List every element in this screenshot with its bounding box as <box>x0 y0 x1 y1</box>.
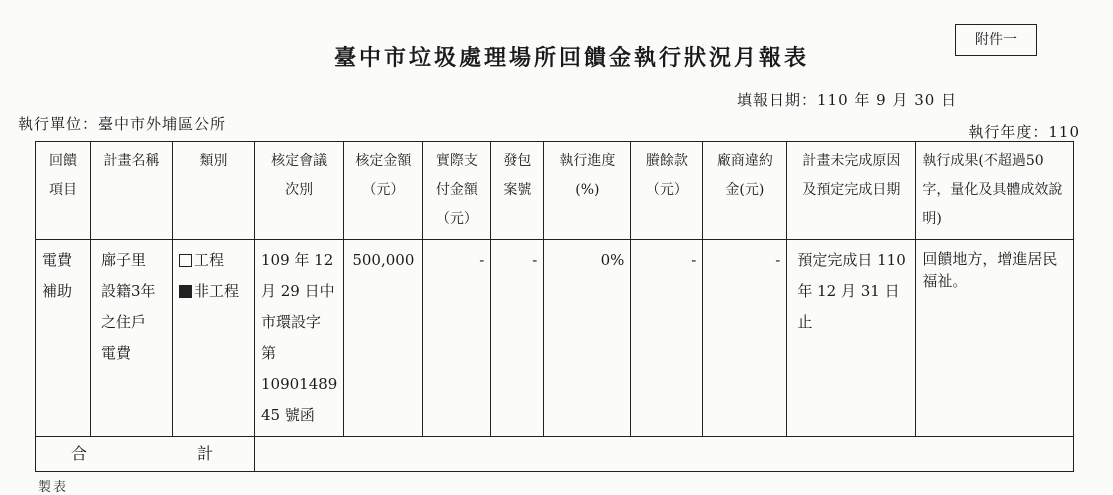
exec-year: 執行年度：110 <box>968 123 1080 141</box>
total-value <box>255 437 1074 472</box>
header-approved-amount: 核定金額 （元） <box>344 142 423 240</box>
cell-reason: 預定完成日 110 年 12 月 31 日止 <box>787 240 916 437</box>
header-meeting: 核定會議 次別 <box>255 142 344 240</box>
total-label: 合 計 <box>36 437 255 472</box>
cell-result: 回饋地方，增進居民福祉。 <box>916 240 1074 437</box>
report-title: 臺中市垃圾處理場所回饋金執行狀況月報表 <box>333 45 809 71</box>
header-item: 回饋 項目 <box>36 142 91 240</box>
checkbox-engineering <box>179 254 192 267</box>
header-case-no: 發包 案號 <box>491 142 544 240</box>
fill-date: 填報日期：110 年 9 月 30 日 <box>737 91 958 109</box>
category-engineering-label: 工程 <box>194 251 225 269</box>
cell-case-no: - <box>491 240 544 437</box>
header-category: 類別 <box>173 142 255 240</box>
header-actual-paid: 實際支 付金額 （元） <box>423 142 491 240</box>
category-non-engineering-label: 非工程 <box>194 282 240 300</box>
header-penalty: 廠商違約 金(元) <box>703 142 787 240</box>
cell-progress: 0% <box>544 240 631 437</box>
table-row <box>36 240 1074 437</box>
cell-meeting: 109 年 12 月 29 日中 市環設字 第 10901489 45 號函 <box>255 240 344 437</box>
cell-surplus: - <box>631 240 703 437</box>
cell-plan-name: 廍子里 設籍3年 之住戶 電費 <box>91 240 173 437</box>
cell-item: 電費 補助 <box>36 240 91 437</box>
cell-category <box>173 240 255 437</box>
header-row <box>36 142 1074 240</box>
report-table <box>35 141 1074 472</box>
exec-unit: 執行單位：臺中市外埔區公所 <box>18 115 227 133</box>
attachment-label: 附件一 <box>955 24 1037 56</box>
header-reason: 計畫未完成原因 及預定完成日期 <box>787 142 916 240</box>
header-surplus: 賸餘款 （元） <box>631 142 703 240</box>
cell-actual-paid: - <box>423 240 491 437</box>
footer-partial: 製表 <box>38 480 69 495</box>
header-plan-name: 計畫名稱 <box>91 142 173 240</box>
cell-penalty: - <box>703 240 787 437</box>
checkbox-non-engineering <box>179 285 192 298</box>
cell-approved-amount: 500,000 <box>344 240 423 437</box>
total-row <box>36 437 1074 472</box>
header-result: 執行成果(不超過50字，量化及具體成效說明) <box>916 142 1074 240</box>
header-progress: 執行進度 (%) <box>544 142 631 240</box>
